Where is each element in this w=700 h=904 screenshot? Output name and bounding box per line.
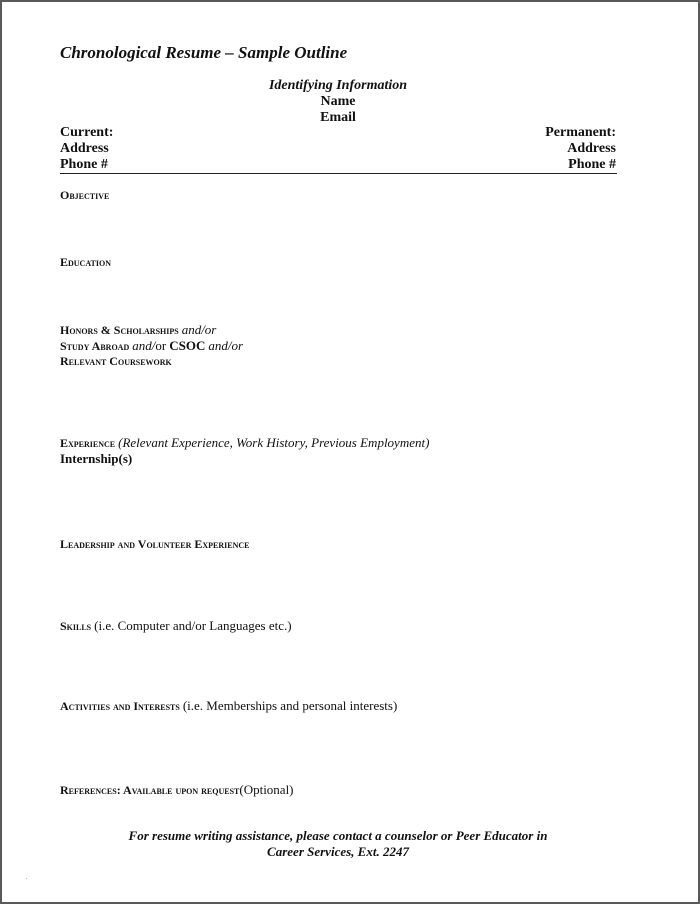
footer-line-1: For resume writing assistance, please contact a counselor or Peer Educator in	[128, 828, 548, 843]
honors-line	[60, 322, 216, 338]
activities-note: (i.e. Memberships and personal interests)	[182, 698, 398, 713]
experience-line	[60, 435, 429, 451]
objective-heading: Objective	[60, 188, 110, 202]
leadership-heading: Leadership and Volunteer Experience	[60, 537, 250, 551]
references-note: (Optional)	[239, 782, 294, 797]
references-colon: :	[116, 783, 121, 797]
permanent-label: Permanent:	[545, 125, 616, 140]
skills-line	[60, 618, 292, 634]
references-heading: References	[60, 783, 117, 797]
honors-scholarships-heading: Honors & Scholarships	[60, 323, 179, 337]
study-abroad-and: and/	[132, 338, 156, 353]
document-title: Chronological Resume – Sample Outline	[60, 43, 348, 62]
references-line	[60, 782, 294, 798]
study-abroad-or: or	[155, 338, 167, 353]
current-label: Current:	[60, 125, 114, 140]
relevant-coursework-heading: Relevant Coursework	[60, 354, 172, 368]
email-placeholder: Email	[320, 110, 356, 125]
skills-heading: Skills	[60, 619, 92, 633]
education-heading: Education	[60, 255, 111, 269]
experience-heading: Experience	[60, 436, 116, 450]
csoc-andor-note: and/or	[208, 338, 244, 353]
references-available: Available upon request	[123, 783, 240, 797]
experience-note: (Relevant Experience, Work History, Previous Employment)	[118, 435, 430, 450]
scan-speck	[26, 878, 27, 879]
permanent-phone: Phone #	[568, 157, 616, 172]
internships-subheading: Internship(s)	[60, 451, 133, 466]
footer-line-2: Career Services, Ext. 2247	[267, 844, 409, 859]
study-abroad-line	[60, 338, 243, 354]
honors-andor-note: and/or	[181, 322, 217, 337]
activities-heading: Activities and Interests	[60, 699, 180, 713]
resume-page	[2, 2, 698, 902]
current-phone: Phone #	[60, 157, 108, 172]
current-address: Address	[60, 141, 109, 156]
skills-note: (i.e. Computer and/or Languages etc.)	[94, 618, 292, 633]
permanent-address: Address	[567, 141, 616, 156]
name-placeholder: Name	[320, 94, 356, 109]
header-divider	[60, 173, 617, 174]
activities-line	[60, 698, 397, 714]
csoc-heading: CSOC	[169, 338, 206, 353]
identifying-information-heading: Identifying Information	[268, 78, 408, 93]
study-abroad-heading: Study Abroad	[60, 339, 130, 353]
